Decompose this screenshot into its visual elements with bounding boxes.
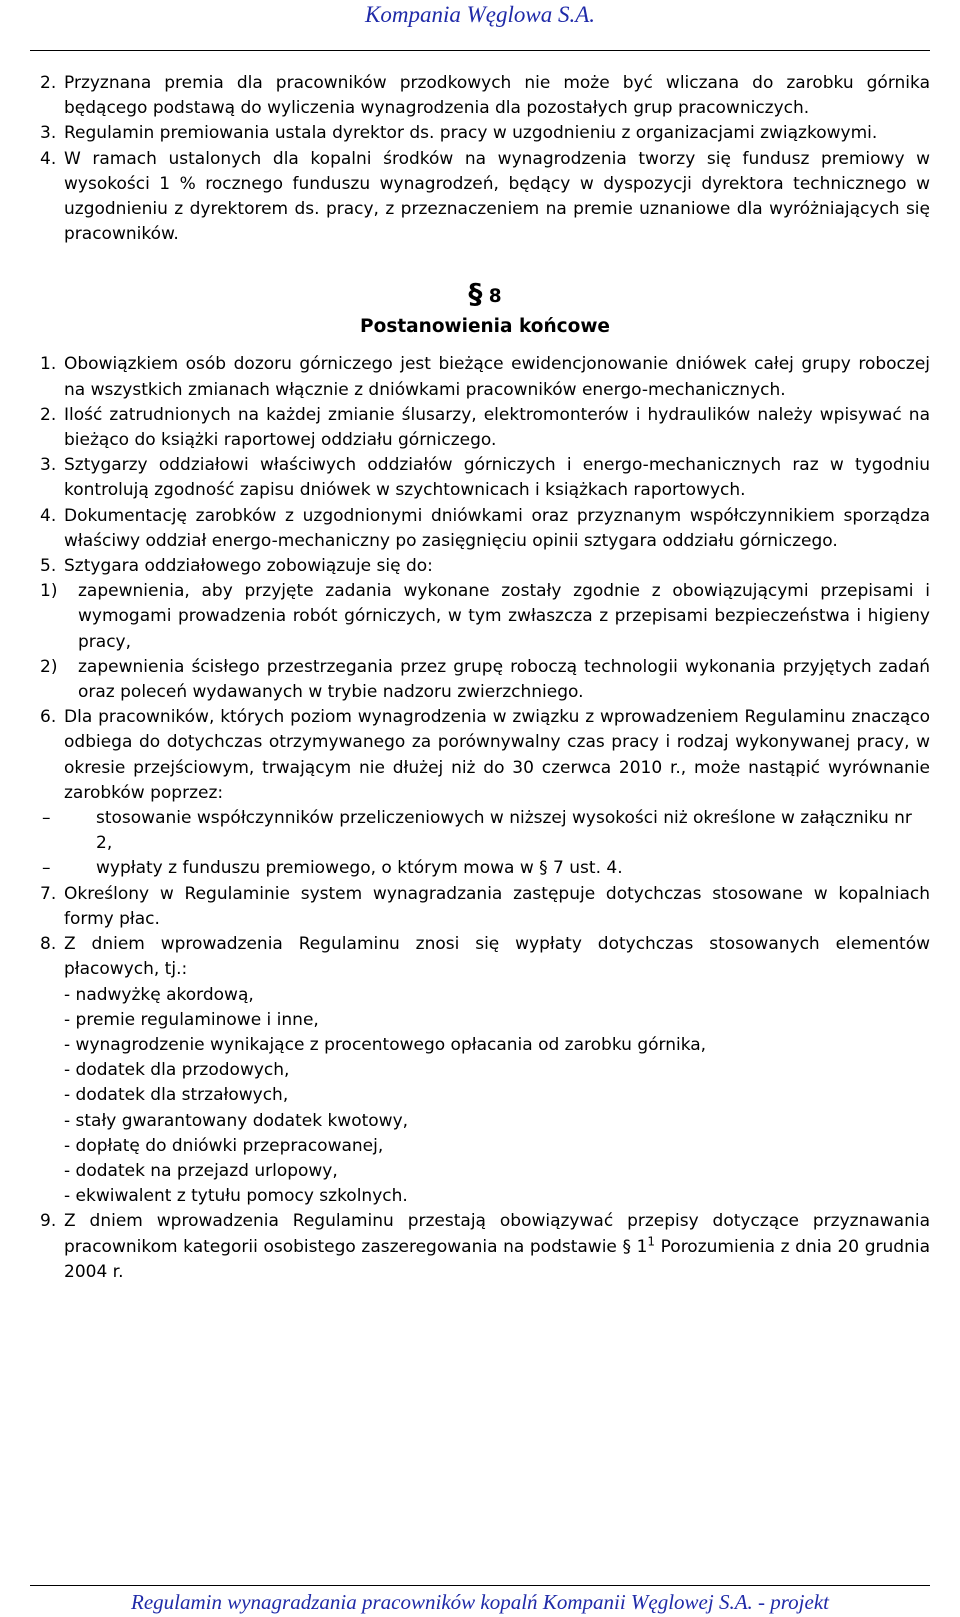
document-body	[40, 71, 930, 1285]
list-item	[40, 403, 930, 453]
paragraph-list-final	[40, 352, 930, 579]
section-title: Postanowienia końcowe	[360, 316, 610, 338]
element-list-item: - premie regulaminowe i inne,	[64, 1009, 319, 1030]
footer-rule	[30, 1585, 930, 1586]
list-item-number: 4.	[40, 505, 57, 526]
sub-item-number: 1)	[40, 581, 58, 602]
list-item-7: 7. Określony w Regulaminie system wynagradzania zastępuje dotychczas stosowane w kopalniach formy płac.	[40, 883, 930, 929]
list-item-8: 8. Z dniem wprowadzenia Regulaminu znosi się wypłaty dotychczas stosowanych elementów płacowych, tj.: - nadwyżkę akordową, - premie regulaminowe i inne, - wynagrodzenie wynikające z procentowego opłacania od zarobku górnika, - dodatek dla przodowych, - dodatek dla strzałowych, - stały gwarantowany dodatek kwotowy, - dopłatę do dniówki przepracowanej, - dodatek na przejazd urlopowy, - ekwiwalent z tytułu pomocy szkolnych.	[40, 932, 930, 1209]
sub-item-text: zapewnienia ścisłego przestrzegania przez grupę roboczą technologii wykonania przyjętych zadań oraz poleceń wydawanych w trybie nadzoru zwierzchniego.	[78, 656, 930, 703]
dash-item-number: –	[42, 808, 51, 829]
dash-item	[40, 806, 930, 856]
element-list-item: - wynagrodzenie wynikające z procentowego opłacania od zarobku górnika,	[64, 1034, 707, 1055]
page-footer-title: Regulamin wynagradzania pracowników kopalń Kompanii Węglowej S.A. - projekt	[131, 1590, 829, 1614]
section-number: § 8	[468, 277, 502, 311]
element-list-item: - dodatek dla przodowych,	[64, 1060, 290, 1081]
item5-sublist	[40, 579, 930, 705]
paragraph-list-top	[40, 71, 930, 247]
item6-dash-list	[40, 806, 930, 882]
list-item-text: W ramach ustalonych dla kopalni środków na wynagrodzenia tworzy się fundusz premiowy w wysokości 1 % rocznego funduszu wynagrodzeń, będący w dyspozycji dyrektora technicznego w uzgodnieniu z dyrektorem ds. pracy, z przeznaczeniem na premie uznaniowe dla wyróżniających się pracowników.	[64, 148, 930, 245]
dash-item-number: –	[42, 858, 51, 879]
sub-item	[40, 655, 930, 705]
dash-item-text: wypłaty z funduszu premiowego, o którym mowa w § 7 ust. 4.	[96, 858, 623, 879]
header-rule	[30, 50, 930, 51]
list-item-text: Regulamin premiowania ustala dyrektor ds. pracy w uzgodnieniu z organizacjami związkowymi.	[64, 123, 878, 144]
list-item-text: Przyznana premia dla pracowników przodkowych nie może być wliczana do zarobku górnika będącego podstawą do wyliczenia wynagrodzenia dla pozostałych grup pracowniczych.	[64, 73, 930, 119]
sub-item	[40, 579, 930, 655]
list-item-number: 2.	[40, 73, 57, 93]
element-list-item: - stały gwarantowany dodatek kwotowy,	[64, 1110, 409, 1131]
element-list-item: - ekwiwalent z tytułu pomocy szkolnych.	[64, 1186, 408, 1207]
sub-item-text: zapewnienia, aby przyjęte zadania wykonane zostały zgodnie z obowiązującymi przepisami i wymogami prowadzenia robót górniczych, w tym zwłaszcza z przepisami bezpieczeństwa i higieny pracy,	[78, 581, 930, 652]
list-item	[40, 121, 930, 146]
list-item	[40, 554, 930, 579]
list-item-number: 1.	[40, 354, 57, 375]
list-item-number: 5.	[40, 556, 57, 577]
list-item-9: 9. Z dniem wprowadzenia Regulaminu przestają obowiązywać przepisy dotyczące przyznawania pracownikom kategorii osobistego zaszeregowania na podstawie § $1^1$ Porozumienia z dnia 20 grudnia 2004 r.	[40, 1211, 930, 1282]
element-list-item: - nadwyżkę akordową,	[64, 984, 254, 1005]
item8-element-list	[64, 983, 930, 1210]
element-list-item: - dodatek na przejazd urlopowy,	[64, 1160, 338, 1181]
list-item	[40, 147, 930, 248]
list-item-text: Ilość zatrudnionych na każdej zmianie ślusarzy, elektromonterów i hydraulików należy wpisywać na bieżąco do książki raportowej oddziału górniczego.	[64, 404, 930, 451]
element-list-item: - dodatek dla strzałowych,	[64, 1085, 289, 1106]
list-item-text: Sztygarzy oddziałowi właściwych oddziałów górniczych i energo-mechanicznych raz w tygodniu kontrolują zgodność zapisu dniówek w szychtownicach i książkach raportowych.	[64, 455, 930, 501]
dash-item	[40, 856, 930, 881]
list-item	[40, 504, 930, 554]
list-item-6: 6. Dla pracowników, których poziom wynagrodzenia w związku z wprowadzeniem Regulaminu znacząco odbiega do dotychczas otrzymywanego za porównywalny czas pracy i rodzaj wykonywanej pracy, w okresie przejściowym, trwającym nie dłużej niż do 30 czerwca 2010 r., może nastąpić wyrównanie zarobków poprzez:	[40, 707, 930, 803]
list-item-number: 4.	[40, 148, 57, 169]
page-header-title: Kompania Węglowa S.A.	[365, 2, 595, 27]
list-item-number: 3.	[40, 455, 57, 476]
section-heading	[40, 279, 930, 342]
list-item-text: Obowiązkiem osób dozoru górniczego jest bieżące ewidencjonowanie dniówek całej grupy roboczej na wszystkich zmianach włącznie z dniówkami pracowników energo-mechanicznych.	[64, 354, 930, 400]
list-item	[40, 352, 930, 402]
list-item-text: Sztygara oddziałowego zobowiązuje się do:	[64, 556, 433, 577]
dash-item-text: stosowanie współczynników przeliczeniowych w niższej wysokości niż określone w załączniku nr 2,	[96, 808, 912, 854]
sub-item-number: 2)	[40, 656, 58, 677]
list-item-number: 2.	[40, 404, 57, 425]
list-item	[40, 71, 930, 121]
element-list-item: - dopłatę do dniówki przepracowanej,	[64, 1135, 384, 1156]
list-item-number: 3.	[40, 123, 57, 144]
list-item	[40, 453, 930, 503]
list-item-text: Dokumentację zarobków z uzgodnionymi dniówkami oraz przyznanym współczynnikiem sporządza właściwy oddział energo-mechaniczny po zasięgnięciu opinii sztygara oddziału górniczego.	[64, 505, 930, 551]
